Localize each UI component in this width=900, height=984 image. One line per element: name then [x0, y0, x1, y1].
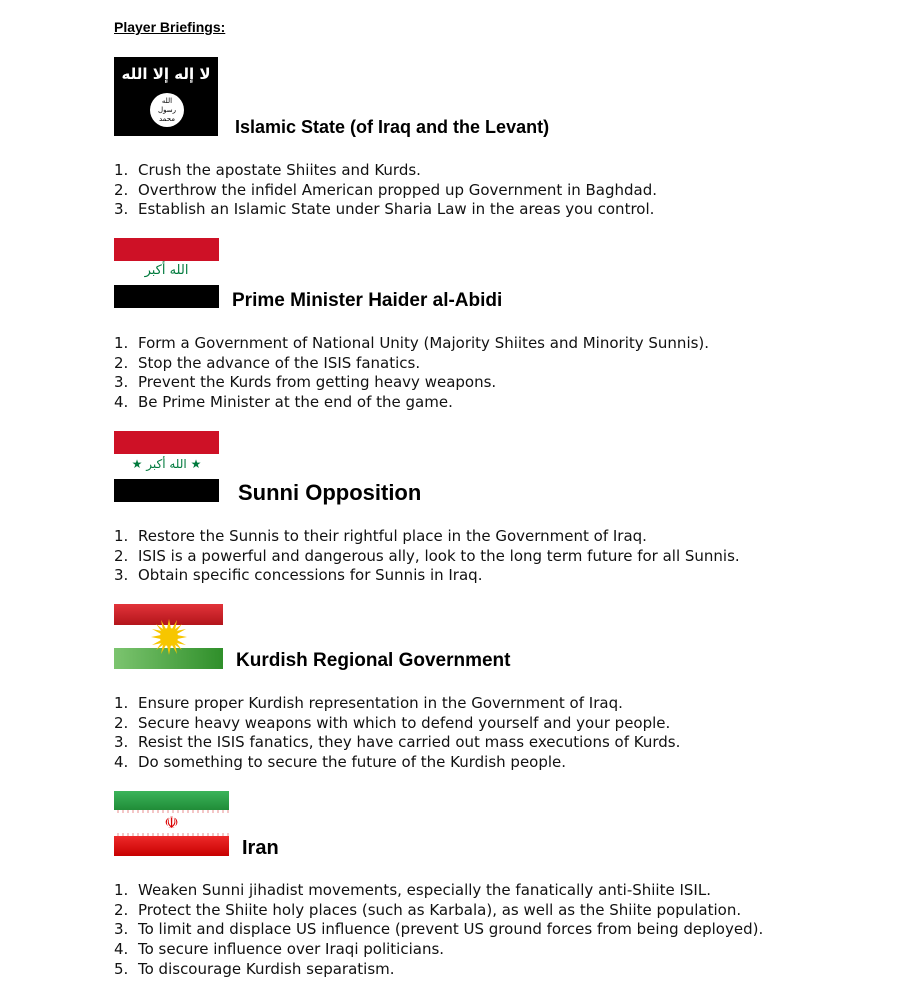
faction-heading: Iran [242, 837, 279, 859]
faction-heading: Kurdish Regional Government [236, 650, 511, 671]
list-item: 4. To secure influence over Iraqi politicians. [114, 940, 445, 959]
list-item: 3. Prevent the Kurds from getting heavy weapons. [114, 373, 497, 392]
flag-seal [150, 93, 184, 127]
flag-band-red [114, 431, 219, 454]
flag-inscription: الله أكبر [144, 263, 189, 278]
list-item: 4. Be Prime Minister at the end of the game. [114, 393, 453, 412]
isil-black-flag-icon [114, 57, 218, 136]
list-item: 5. To discourage Kurdish separatism. [114, 959, 395, 978]
faction-heading: Islamic State (of Iraq and the Levant) [235, 117, 550, 137]
page-title: Player Briefings: [114, 19, 226, 35]
objectives-list [114, 161, 657, 220]
list-item: 2. ISIS is a powerful and dangerous ally, look to the long term future for all Sunnis. [114, 546, 740, 565]
flag-seal-text: الله رسول محمد [158, 97, 176, 123]
list-item: 1. Form a Government of National Unity (Majority Shiites and Minority Sunnis). [114, 334, 710, 352]
iraq-flag-icon [114, 238, 219, 308]
list-item: 2. Secure heavy weapons with which to defend yourself and your people. [114, 713, 671, 732]
list-item: 2. Protect the Shiite holy places (such as Karbala), as well as the Shiite population. [114, 900, 742, 919]
list-item: 3. To limit and displace US influence (prevent US ground forces from being deployed). [114, 920, 764, 939]
sun-icon [149, 617, 189, 657]
faction-heading: Sunni Opposition [238, 480, 422, 505]
flag-band-black [114, 479, 219, 502]
kurdistan-flag-icon [114, 604, 223, 669]
list-item: 1. Weaken Sunni jihadist movements, especially the fanatically anti-Shiite ISIL. [114, 881, 711, 899]
flag-inscription: ★ الله أكبر ★ [131, 457, 202, 471]
iraq-old-flag-icon [114, 431, 219, 502]
list-item: 2. Overthrow the infidel American propped up Government in Baghdad. [114, 180, 658, 199]
list-item: 4. Do something to secure the future of the Kurdish people. [114, 753, 567, 772]
flag-band-red [114, 836, 229, 856]
objectives-list [114, 334, 709, 413]
list-item: 1. Crush the apostate Shiites and Kurds. [114, 161, 421, 179]
list-item: 2. Stop the advance of the ISIS fanatics. [114, 353, 421, 372]
flag-inscription: لا إله إلا الله [121, 65, 211, 83]
list-item: 3. Obtain specific concessions for Sunnis in Iraq. [114, 566, 483, 585]
flag-band-green [114, 791, 229, 811]
objectives-list [114, 694, 680, 773]
list-item: 3. Resist the ISIS fanatics, they have carried out mass executions of Kurds. [114, 733, 681, 752]
list-item: 3. Establish an Islamic State under Sharia Law in the areas you control. [114, 200, 655, 219]
flag-band-black [114, 285, 219, 308]
objectives-list [114, 881, 763, 980]
list-item: 1. Ensure proper Kurdish representation in the Government of Iraq. [114, 694, 623, 712]
faction-heading: Prime Minister Haider al-Abidi [232, 290, 503, 311]
list-item: 1. Restore the Sunnis to their rightful place in the Government of Iraq. [114, 527, 647, 545]
flag-band-red [114, 238, 219, 261]
iran-flag-icon [114, 791, 229, 856]
objectives-list [114, 527, 740, 586]
iran-emblem-icon: ☫ [164, 813, 179, 832]
